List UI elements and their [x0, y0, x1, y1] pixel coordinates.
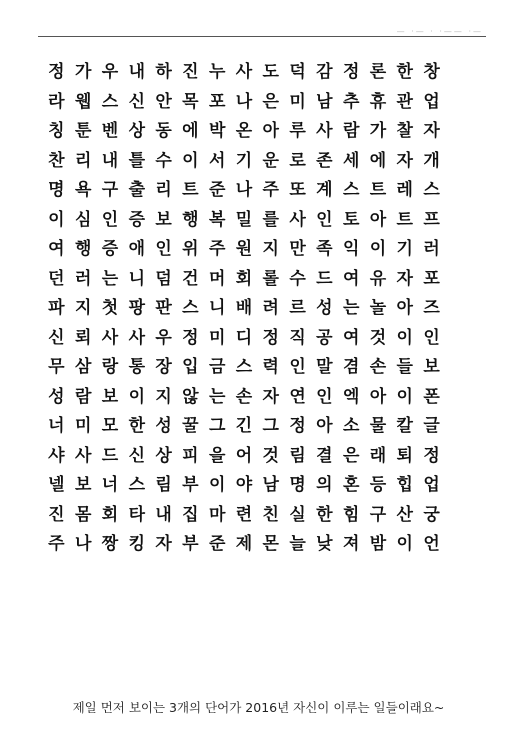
grid-row — [43, 265, 473, 295]
grid-cell: 지 — [155, 386, 172, 407]
grid-cell: 미 — [289, 91, 306, 112]
grid-row — [43, 235, 473, 265]
grid-cell: 세 — [342, 150, 360, 171]
grid-cell: 회 — [235, 268, 253, 289]
grid-cell: 에 — [369, 150, 387, 171]
grid-cell: 내 — [128, 62, 145, 82]
grid-cell: 진 — [48, 504, 65, 525]
grid-cell: 부 — [182, 534, 199, 554]
grid-cell: 동 — [155, 121, 172, 141]
grid-row — [43, 442, 473, 472]
grid-cell: 인 — [423, 327, 440, 348]
grid-cell: 원 — [235, 239, 253, 259]
grid-cell: 찰 — [396, 121, 413, 141]
grid-cell: 존 — [316, 150, 333, 171]
grid-cell: 남 — [316, 91, 333, 112]
grid-cell: 손 — [235, 386, 253, 407]
grid-cell: 포 — [208, 91, 226, 112]
grid-cell: 출 — [128, 180, 145, 200]
grid-cell: 상 — [128, 121, 145, 141]
grid-cell: 엑 — [342, 386, 360, 407]
grid-cell: 툰 — [74, 121, 92, 141]
grid-row — [43, 383, 473, 413]
grid-cell: 가 — [74, 62, 92, 82]
grid-cell: 장 — [155, 357, 172, 377]
grid-cell: 져 — [342, 534, 360, 554]
grid-cell: 부 — [182, 475, 199, 495]
grid-cell: 등 — [369, 475, 387, 495]
grid-cell: 정 — [342, 62, 360, 82]
grid-cell: 마 — [208, 504, 226, 525]
grid-cell: 명 — [48, 180, 65, 200]
grid-cell: 박 — [208, 121, 226, 141]
grid-cell: 련 — [235, 504, 253, 525]
grid-cell: 가 — [369, 121, 387, 141]
grid-cell: 이 — [48, 209, 65, 230]
grid-cell: 샤 — [48, 445, 65, 466]
grid-cell: 판 — [155, 298, 172, 318]
grid-cell: 정 — [262, 327, 279, 348]
grid-cell: 신 — [48, 327, 65, 348]
grid-cell: 주 — [48, 534, 65, 554]
grid-cell: 결 — [316, 445, 333, 466]
grid-cell: 리 — [155, 180, 172, 200]
grid-cell: 수 — [155, 150, 172, 171]
grid-cell: 놀 — [369, 298, 387, 318]
grid-cell: 감 — [316, 62, 333, 82]
grid-cell: 나 — [74, 534, 92, 554]
grid-cell: 파 — [48, 298, 65, 318]
grid-cell: 아 — [369, 386, 387, 407]
grid-row — [43, 471, 473, 501]
grid-cell: 에 — [182, 121, 199, 141]
grid-cell: 상 — [155, 445, 172, 466]
grid-cell: 행 — [182, 209, 199, 230]
grid-cell: 를 — [262, 209, 279, 230]
grid-cell: 인 — [155, 239, 172, 259]
grid-cell: 낮 — [316, 534, 333, 554]
grid-cell: 개 — [423, 150, 440, 171]
grid-cell: 려 — [262, 298, 279, 318]
grid-cell: 입 — [182, 357, 199, 377]
grid-cell: 족 — [316, 239, 333, 259]
grid-row — [43, 412, 473, 442]
grid-cell: 누 — [208, 62, 226, 82]
grid-cell: 는 — [208, 386, 226, 407]
grid-cell: 던 — [48, 268, 65, 289]
grid-cell: 말 — [316, 357, 333, 377]
grid-cell: 명 — [289, 475, 306, 495]
grid-cell: 산 — [396, 504, 413, 525]
grid-cell: 인 — [289, 357, 306, 377]
grid-cell: 폰 — [423, 386, 440, 407]
grid-row — [43, 58, 473, 88]
grid-cell: 러 — [423, 239, 440, 259]
header-faint-text: — ·— · ·—— ·— — [396, 27, 483, 36]
grid-cell: 겸 — [342, 357, 360, 377]
grid-cell: 드 — [316, 268, 333, 289]
grid-cell: 모 — [101, 416, 119, 436]
grid-cell: 르 — [289, 298, 306, 318]
grid-cell: 나 — [235, 91, 253, 112]
grid-cell: 로 — [289, 150, 306, 171]
grid-cell: 진 — [182, 62, 199, 82]
grid-cell: 운 — [262, 150, 279, 171]
grid-cell: 한 — [128, 416, 145, 436]
grid-cell: 토 — [342, 209, 360, 230]
grid-cell: 계 — [316, 180, 333, 200]
grid-cell: 스 — [128, 475, 145, 495]
grid-cell: 을 — [208, 445, 226, 466]
grid-cell: 금 — [208, 357, 226, 377]
grid-cell: 정 — [48, 62, 65, 82]
grid-cell: 그 — [208, 416, 226, 436]
grid-cell: 스 — [182, 298, 199, 318]
grid-cell: 몬 — [262, 534, 279, 554]
grid-cell: 이 — [396, 386, 413, 407]
grid-cell: 주 — [262, 180, 279, 200]
grid-cell: 아 — [396, 298, 413, 318]
grid-cell: 레 — [396, 180, 413, 200]
grid-cell: 구 — [101, 180, 119, 200]
grid-cell: 남 — [262, 475, 279, 495]
grid-cell: 사 — [74, 445, 92, 466]
grid-cell: 준 — [208, 534, 226, 554]
grid-cell: 여 — [342, 327, 360, 348]
grid-cell: 밤 — [369, 534, 387, 554]
grid-cell: 사 — [235, 62, 253, 82]
grid-cell: 라 — [48, 91, 65, 112]
grid-cell: 칼 — [396, 416, 413, 436]
grid-cell: 미 — [208, 327, 226, 348]
grid-cell: 첫 — [101, 298, 119, 318]
grid-row — [43, 206, 473, 236]
grid-cell: 스 — [235, 357, 253, 377]
grid-cell: 내 — [101, 150, 119, 171]
grid-cell: 몸 — [74, 504, 92, 525]
grid-cell: 여 — [48, 239, 65, 259]
grid-row — [43, 88, 473, 118]
grid-cell: 소 — [342, 416, 360, 436]
grid-cell: 서 — [208, 150, 226, 171]
grid-cell: 트 — [396, 209, 413, 230]
grid-cell: 추 — [342, 91, 360, 112]
grid-cell: 것 — [369, 327, 387, 348]
grid-cell: 미 — [74, 416, 92, 436]
grid-cell: 수 — [289, 268, 306, 289]
grid-cell: 또 — [289, 180, 306, 200]
grid-cell: 업 — [423, 91, 440, 112]
grid-cell: 인 — [316, 209, 333, 230]
grid-row — [43, 176, 473, 206]
grid-cell: 여 — [342, 268, 360, 289]
grid-cell: 리 — [74, 150, 92, 171]
grid-cell: 롤 — [262, 268, 279, 289]
grid-cell: 머 — [208, 268, 226, 289]
grid-cell: 성 — [316, 298, 333, 318]
grid-cell: 힘 — [342, 504, 360, 525]
grid-cell: 웹 — [74, 91, 92, 112]
grid-cell: 스 — [342, 180, 360, 200]
grid-cell: 안 — [155, 91, 172, 112]
grid-cell: 러 — [74, 268, 92, 289]
grid-cell: 디 — [235, 327, 253, 348]
grid-cell: 위 — [182, 239, 199, 259]
grid-cell: 자 — [155, 534, 172, 554]
grid-cell: 주 — [208, 239, 226, 259]
grid-cell: 트 — [182, 180, 199, 200]
grid-cell: 트 — [369, 180, 387, 200]
grid-cell: 즈 — [423, 298, 440, 318]
grid-cell: 자 — [262, 386, 279, 407]
grid-cell: 니 — [208, 298, 226, 318]
grid-cell: 보 — [101, 386, 119, 407]
grid-cell: 배 — [235, 298, 253, 318]
grid-cell: 자 — [396, 150, 413, 171]
grid-row — [43, 353, 473, 383]
grid-cell: 사 — [128, 327, 145, 348]
grid-cell: 야 — [235, 475, 253, 495]
grid-cell: 랑 — [101, 357, 119, 377]
grid-cell: 연 — [289, 386, 306, 407]
grid-cell: 뢰 — [74, 327, 92, 348]
grid-row — [43, 324, 473, 354]
grid-cell: 익 — [342, 239, 360, 259]
grid-cell: 온 — [235, 121, 253, 141]
grid-cell: 칭 — [48, 121, 65, 141]
grid-row — [43, 294, 473, 324]
grid-cell: 보 — [423, 357, 440, 377]
grid-cell: 론 — [369, 62, 387, 82]
grid-cell: 아 — [369, 209, 387, 230]
grid-cell: 준 — [208, 180, 226, 200]
grid-cell: 심 — [74, 209, 92, 230]
grid-cell: 사 — [316, 121, 333, 141]
grid-cell: 신 — [128, 445, 145, 466]
grid-row — [43, 117, 473, 147]
grid-cell: 사 — [101, 327, 119, 348]
grid-cell: 팡 — [128, 298, 145, 318]
grid-cell: 프 — [423, 209, 440, 230]
grid-cell: 구 — [369, 504, 387, 525]
grid-cell: 무 — [48, 357, 65, 377]
grid-cell: 증 — [128, 209, 145, 230]
grid-cell: 루 — [289, 121, 306, 141]
grid-cell: 자 — [423, 121, 440, 141]
grid-cell: 유 — [369, 268, 387, 289]
grid-cell: 넬 — [48, 475, 65, 495]
word-search-grid — [43, 58, 473, 560]
grid-cell: 꿀 — [182, 416, 199, 436]
grid-cell: 은 — [262, 91, 279, 112]
caption: 제일 먼저 보이는 3개의 단어가 2016년 자신이 이루는 일들이래요~ — [72, 700, 445, 715]
grid-cell: 림 — [289, 445, 306, 466]
grid-cell: 업 — [423, 475, 440, 495]
grid-cell: 욕 — [74, 180, 92, 200]
grid-cell: 않 — [182, 386, 199, 407]
grid-cell: 는 — [101, 268, 119, 289]
grid-cell: 성 — [155, 416, 172, 436]
grid-cell: 래 — [369, 445, 387, 466]
grid-cell: 지 — [262, 239, 279, 259]
grid-cell: 드 — [101, 445, 119, 466]
grid-cell: 이 — [128, 386, 145, 407]
grid-cell: 신 — [128, 91, 145, 112]
grid-cell: 지 — [74, 298, 92, 318]
grid-cell: 인 — [316, 386, 333, 407]
grid-cell: 회 — [101, 504, 119, 525]
grid-cell: 포 — [423, 268, 440, 289]
grid-cell: 이 — [208, 475, 226, 495]
grid-cell: 혼 — [342, 475, 360, 495]
grid-cell: 타 — [128, 504, 145, 525]
grid-cell: 하 — [155, 62, 172, 82]
grid-cell: 목 — [182, 91, 199, 112]
grid-cell: 보 — [155, 209, 172, 230]
grid-cell: 이 — [396, 327, 413, 348]
grid-cell: 림 — [155, 475, 172, 495]
grid-cell: 밀 — [235, 209, 253, 230]
grid-cell: 내 — [155, 504, 172, 525]
grid-cell: 자 — [396, 268, 413, 289]
grid-cell: 공 — [316, 327, 333, 348]
grid-cell: 는 — [342, 298, 360, 318]
grid-cell: 만 — [289, 239, 306, 259]
grid-cell: 나 — [235, 180, 253, 200]
grid-cell: 정 — [182, 327, 199, 348]
grid-cell: 증 — [101, 239, 119, 259]
grid-cell: 우 — [101, 62, 119, 82]
grid-cell: 한 — [316, 504, 333, 525]
grid-cell: 글 — [423, 416, 440, 436]
grid-cell: 궁 — [423, 504, 440, 525]
grid-cell: 기 — [396, 239, 413, 259]
grid-cell: 람 — [342, 121, 360, 141]
grid-cell: 기 — [235, 150, 253, 171]
grid-cell: 의 — [316, 475, 333, 495]
grid-cell: 행 — [74, 239, 92, 259]
grid-cell: 힙 — [396, 475, 413, 495]
grid-cell: 이 — [369, 239, 387, 259]
grid-cell: 람 — [74, 386, 92, 407]
grid-cell: 애 — [128, 239, 145, 259]
grid-cell: 언 — [423, 534, 440, 554]
grid-row — [43, 501, 473, 531]
grid-cell: 아 — [316, 416, 333, 436]
grid-cell: 건 — [182, 268, 199, 289]
grid-cell: 스 — [423, 180, 440, 200]
grid-cell: 덤 — [155, 268, 172, 289]
grid-cell: 아 — [262, 121, 279, 141]
grid-cell: 벤 — [101, 121, 119, 141]
grid-cell: 정 — [423, 445, 440, 466]
grid-cell: 휴 — [369, 91, 387, 112]
grid-cell: 직 — [289, 327, 306, 348]
grid-cell: 도 — [262, 62, 279, 82]
grid-cell: 것 — [262, 445, 279, 466]
grid-cell: 인 — [101, 209, 119, 230]
grid-cell: 스 — [101, 91, 119, 112]
grid-cell: 들 — [396, 357, 413, 377]
grid-cell: 너 — [101, 475, 119, 495]
grid-row — [43, 530, 473, 560]
grid-cell: 손 — [369, 357, 387, 377]
grid-cell: 킹 — [128, 534, 145, 554]
grid-cell: 보 — [74, 475, 92, 495]
grid-cell: 피 — [182, 445, 199, 466]
grid-cell: 어 — [235, 445, 253, 466]
grid-cell: 은 — [342, 445, 360, 466]
grid-cell: 실 — [289, 504, 306, 525]
grid-cell: 우 — [155, 327, 172, 348]
grid-cell: 니 — [128, 268, 145, 289]
grid-cell: 삼 — [74, 357, 92, 377]
grid-cell: 친 — [262, 504, 279, 525]
grid-cell: 늘 — [289, 534, 306, 554]
grid-cell: 덕 — [289, 62, 306, 82]
grid-cell: 창 — [423, 62, 440, 82]
grid-cell: 력 — [262, 357, 279, 377]
grid-cell: 너 — [48, 416, 65, 436]
grid-cell: 통 — [128, 357, 145, 377]
grid-cell: 틀 — [128, 150, 145, 171]
grid-cell: 그 — [262, 416, 279, 436]
grid-cell: 집 — [182, 504, 199, 525]
grid-cell: 사 — [289, 209, 306, 230]
grid-cell: 제 — [235, 534, 253, 554]
grid-cell: 복 — [208, 209, 226, 230]
top-divider — [38, 36, 486, 37]
grid-cell: 성 — [48, 386, 65, 407]
grid-cell: 한 — [396, 62, 413, 82]
grid-cell: 관 — [396, 91, 413, 112]
grid-cell: 긴 — [235, 416, 253, 436]
grid-cell: 정 — [289, 416, 306, 436]
grid-cell: 이 — [396, 534, 413, 554]
grid-row — [43, 147, 473, 177]
grid-cell: 찬 — [48, 150, 65, 171]
grid-cell: 물 — [369, 416, 387, 436]
grid-cell: 이 — [182, 150, 199, 171]
grid-cell: 퇴 — [396, 445, 413, 466]
grid-cell: 짱 — [101, 534, 119, 554]
